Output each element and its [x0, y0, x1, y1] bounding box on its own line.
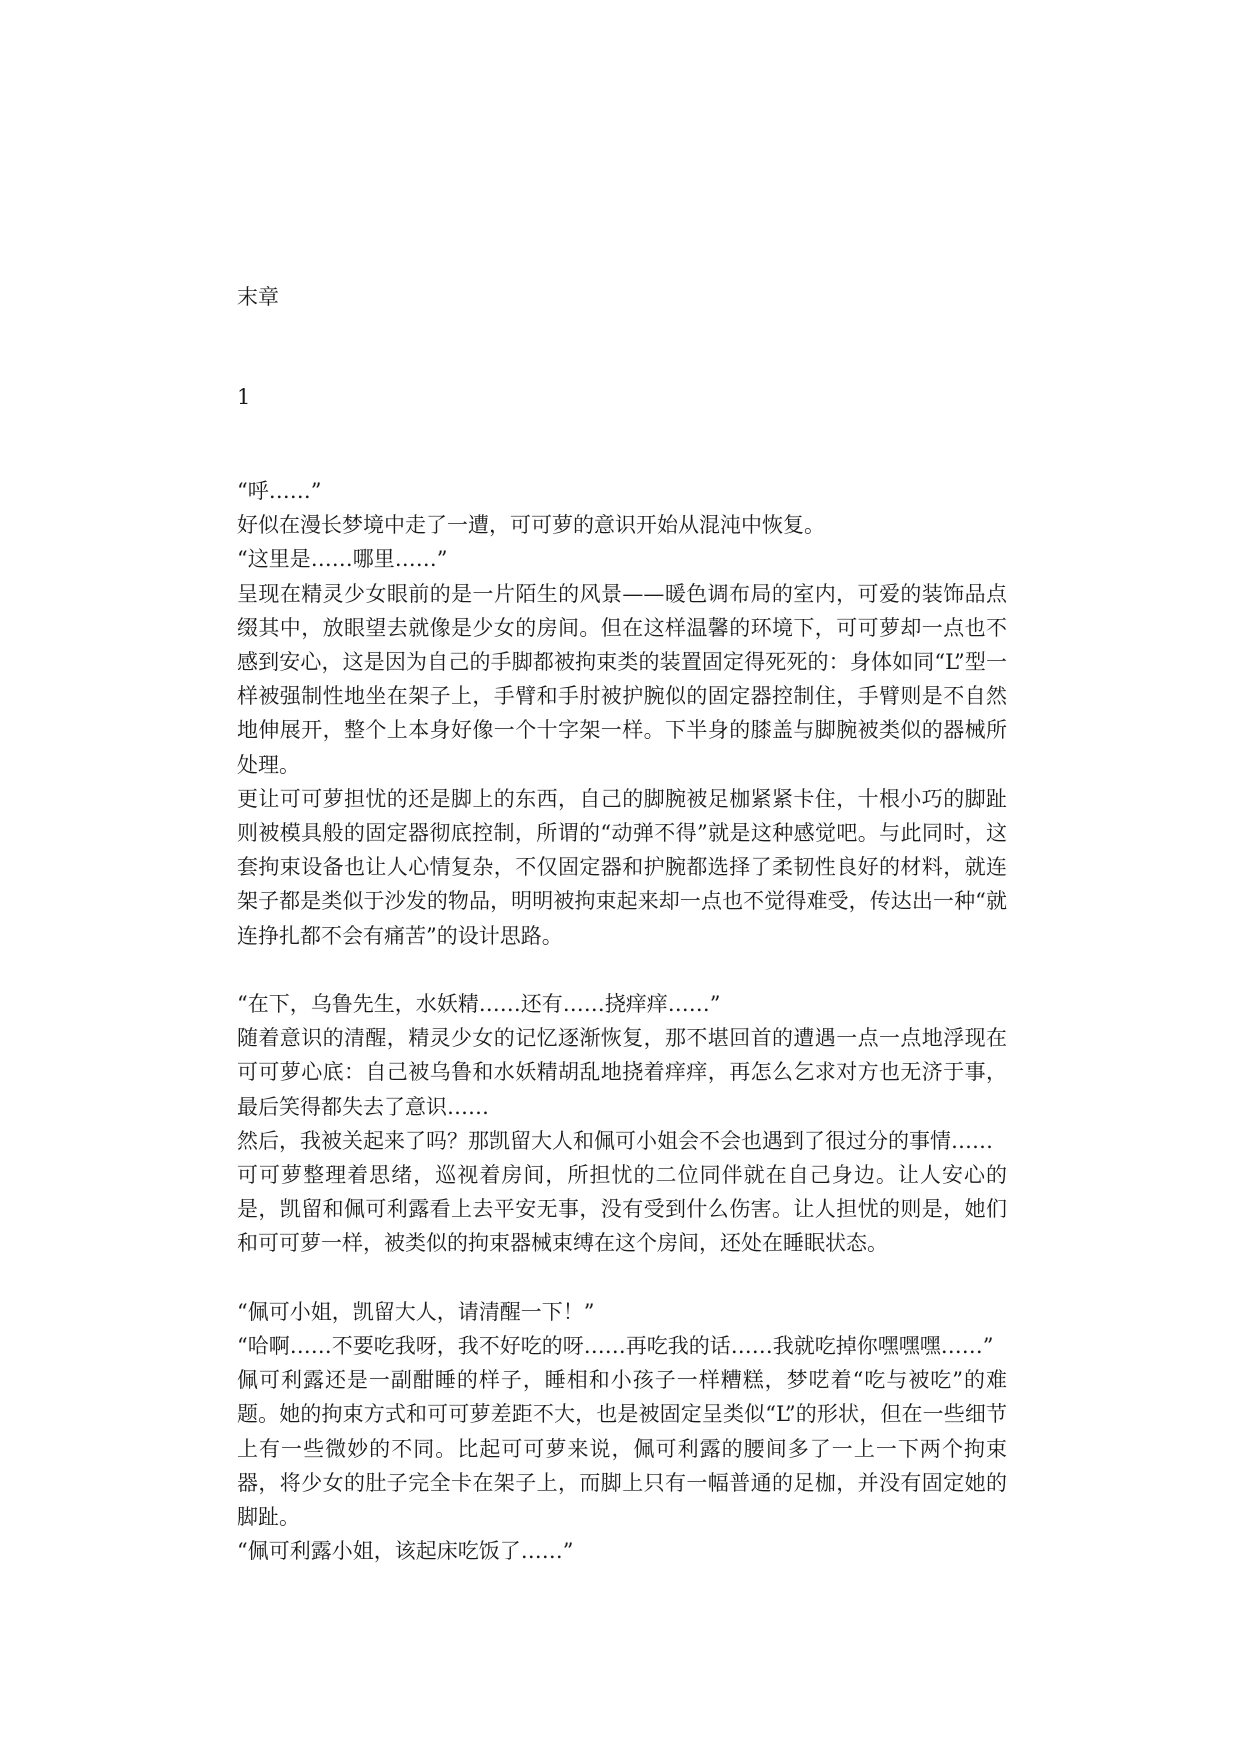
paragraph: “哈啊……不要吃我呀，我不好吃的呀……再吃我的话……我就吃掉你嘿嘿嘿……”	[237, 1334, 994, 1359]
paragraph: 呈现在精灵少女眼前的是一片陌生的风景——暖色调布局的室内，可爱的装饰品点缀其中，放眼望去就像是少女的房间。但在这样温馨的环境下，可可萝却一点也不感到安心，这是因为自己的手脚都被拘束类的装置固定得死死的：身体如同“L”型一样被强制性地坐在架子上，手臂和手肘被护腕似的固定器控制住，手臂则是不自然地伸展开，整个上本身好像一个十字架一样。下半身的膝盖与脚腕被类似的器械所处理。	[237, 581, 1007, 777]
paragraph-gap	[237, 953, 1007, 987]
paragraph: “这里是……哪里……”	[237, 547, 448, 572]
paragraph: 好似在漫长梦境中走了一遭，可可萝的意识开始从混沌中恢复。	[237, 513, 825, 538]
body-text	[237, 474, 1007, 1568]
paragraph: 随着意识的清醒，精灵少女的记忆逐渐恢复，那不堪回首的遭遇一点一点地浮现在可可萝心底：自己被乌鲁和水妖精胡乱地挠着痒痒，再怎么乞求对方也无济于事，最后笑得都失去了意识……	[237, 1026, 1007, 1119]
paragraph: “在下，乌鲁先生，水妖精……还有……挠痒痒……”	[237, 992, 721, 1017]
section-number: 1	[237, 385, 251, 409]
paragraph: “佩可利露小姐，该起床吃饭了……”	[237, 1539, 574, 1564]
paragraph: 可可萝整理着思绪，巡视着房间，所担忧的二位同伴就在自己身边。让人安心的是，凯留和佩可利露看上去平安无事，没有受到什么伤害。让人担忧的则是，她们和可可萝一样，被类似的拘束器械束缚在这个房间，还处在睡眠状态。	[237, 1163, 1007, 1256]
paragraph: “佩可小姐，凯留大人，请清醒一下！”	[237, 1299, 595, 1324]
chapter-title: 末章	[237, 285, 279, 309]
paragraph: 佩可利露还是一副酣睡的样子，睡相和小孩子一样糟糕，梦呓着“吃与被吃”的难题。她的拘束方式和可可萝差距不大，也是被固定呈类似“L”的形状，但在一些细节上有一些微妙的不同。比起可可萝来说，佩可利露的腰间多了一上一下两个拘束器，将少女的肚子完全卡在架子上，而脚上只有一幅普通的足枷，并没有固定她的脚趾。	[237, 1368, 1007, 1530]
paragraph: 更让可可萝担忧的还是脚上的东西，自己的脚腕被足枷紧紧卡住，十根小巧的脚趾则被模具般的固定器彻底控制，所谓的“动弹不得”就是这种感觉吧。与此同时，这套拘束设备也让人心情复杂，不仅固定器和护腕都选择了柔韧性良好的材料，就连架子都是类似于沙发的物品，明明被拘束起来却一点也不觉得难受，传达出一种“就连挣扎都不会有痛苦”的设计思路。	[237, 786, 1007, 948]
paragraph-gap	[237, 1261, 1007, 1295]
paragraph: “呼……”	[237, 479, 322, 503]
paragraph: 然后，我被关起来了吗？那凯留大人和佩可小姐会不会也遇到了很过分的事情……	[237, 1128, 993, 1153]
